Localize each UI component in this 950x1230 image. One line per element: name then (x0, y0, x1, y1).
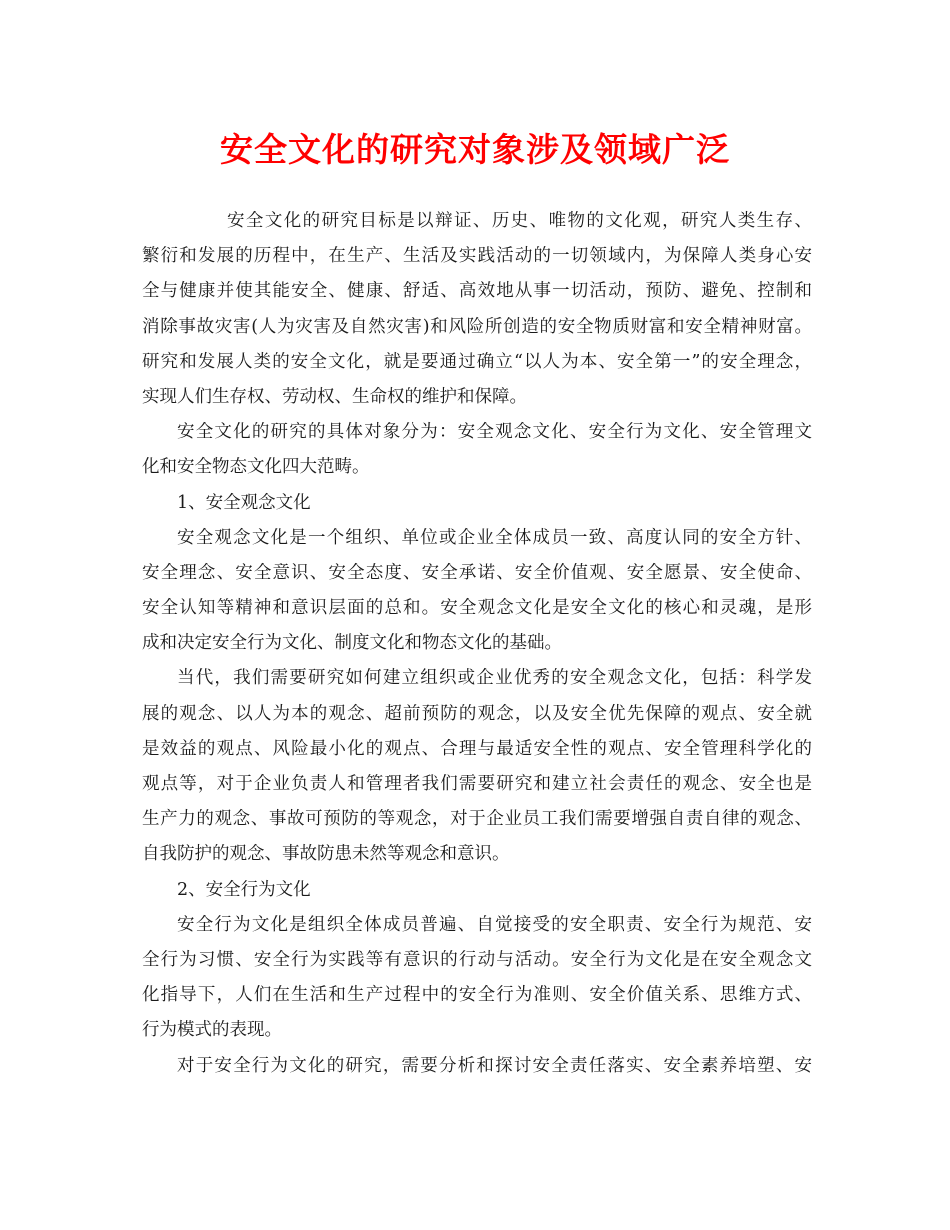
text-line: 对于安全行为文化的研究，需要分析和探讨安全责任落实、安全素养培塑、安 (177, 1055, 812, 1076)
text-line: 全行为习惯、安全行为实践等有意识的行动与活动。安全行为文化是在安全观念文 (142, 949, 812, 970)
text-line: 安全行为文化是组织全体成员普遍、自觉接受的安全职责、安全行为规范、安 (177, 914, 812, 935)
text-line: 实现人们生存权、劳动权、生命权的维护和保障。 (142, 386, 527, 407)
document-body (142, 204, 812, 1084)
text-line: 安全理念、安全意识、安全态度、安全承诺、安全价值观、安全愿景、安全使命、 (142, 562, 812, 583)
text-line: 安全观念文化是一个组织、单位或企业全体成员一致、高度认同的安全方针、 (177, 527, 812, 548)
text-line: 1、安全观念文化 (177, 492, 311, 513)
document-title: 安全文化的研究对象涉及领域广泛 (220, 130, 730, 169)
text-line: 安全文化的研究的具体对象分为：安全观念文化、安全行为文化、安全管理文 (177, 422, 812, 443)
text-line: 安全文化的研究目标是以辩证、历史、唯物的文化观，研究人类生存、 (227, 211, 812, 231)
text-line: 化和安全物态文化四大范畴。 (142, 457, 370, 478)
text-line: 研究和发展人类的安全文化，就是要通过确立“以人为本、安全第一”的安全理念， (142, 351, 812, 372)
text-line: 观点等，对于企业负责人和管理者我们需要研究和建立社会责任的观念、安全也是 (142, 774, 812, 794)
text-line: 生产力的观念、事故可预防的等观念，对于企业员工我们需要增强自责自律的观念、 (142, 809, 812, 830)
text-line: 行为模式的表现。 (142, 1020, 282, 1041)
text-line: 繁衍和发展的历程中，在生产、生活及实践活动的一切领域内，为保障人类身心安 (142, 246, 812, 267)
text-line: 全与健康并使其能安全、健康、舒适、高效地从事一切活动，预防、避免、控制和 (142, 281, 812, 302)
text-line: 消除事故灾害(人为灾害及自然灾害)和风险所创造的安全物质财富和安全精神财富。 (142, 316, 812, 337)
text-line: 自我防护的观念、事故防患未然等观念和意识。 (142, 844, 510, 865)
text-line: 化指导下，人们在生活和生产过程中的安全行为准则、安全价值关系、思维方式、 (142, 985, 812, 1006)
text-line: 展的观念、以人为本的观念、超前预防的观念，以及安全优先保障的观点、安全就 (142, 703, 812, 724)
text-line: 安全认知等精神和意识层面的总和。安全观念文化是安全文化的核心和灵魂，是形 (142, 598, 812, 619)
text-line: 2、安全行为文化 (177, 879, 311, 900)
text-line: 是效益的观点、风险最小化的观点、合理与最适安全性的观点、安全管理科学化的 (142, 738, 812, 759)
text-line: 成和决定安全行为文化、制度文化和物态文化的基础。 (142, 633, 562, 654)
text-line: 当代，我们需要研究如何建立组织或企业优秀的安全观念文化，包括：科学发 (177, 668, 812, 689)
